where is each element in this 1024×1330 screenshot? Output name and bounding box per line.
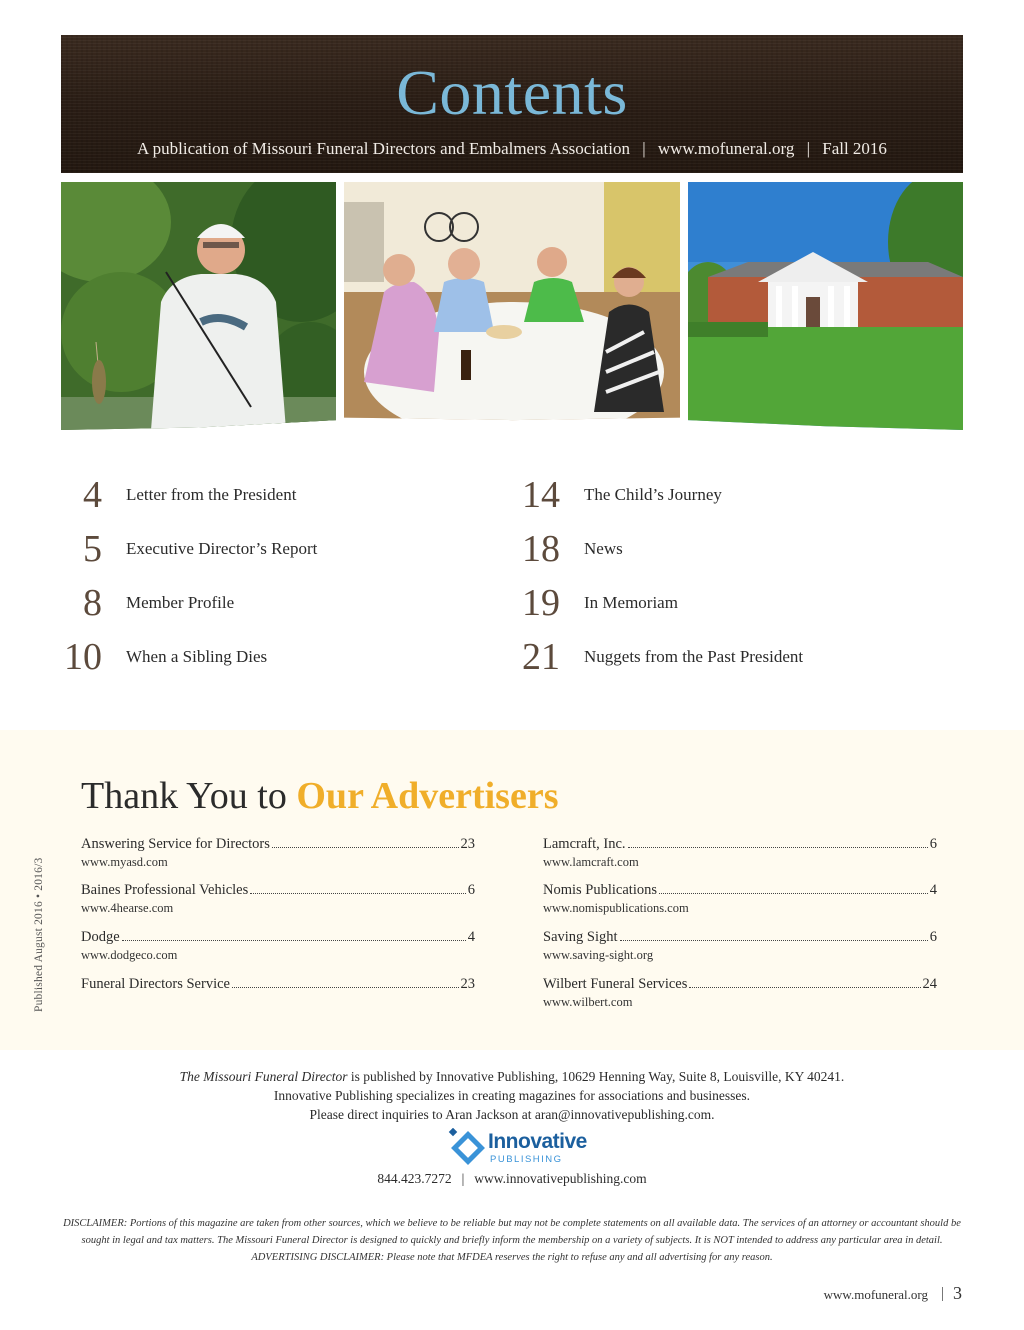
photo-fisherman bbox=[61, 182, 336, 430]
advertiser-entry bbox=[543, 836, 937, 870]
publisher-info bbox=[0, 1067, 1024, 1124]
toc-title: When a Sibling Dies bbox=[126, 647, 268, 666]
header-url: www.mofuneral.org bbox=[657, 139, 795, 158]
advertiser-url[interactable]: www.wilbert.com bbox=[543, 995, 633, 1009]
leader-dots bbox=[659, 893, 928, 894]
advertiser-url[interactable]: www.lamcraft.com bbox=[543, 855, 639, 869]
page-title: Contents bbox=[396, 57, 628, 128]
advertiser-page: 4 bbox=[929, 882, 937, 898]
advertiser-entry bbox=[81, 976, 475, 993]
publisher-description: Innovative Publishing specializes in creating magazines for associations and businesses. bbox=[273, 1088, 751, 1103]
advertiser-url[interactable]: www.dodgeco.com bbox=[81, 948, 178, 962]
toc-title: Letter from the President bbox=[126, 485, 297, 504]
toc-title: Executive Director’s Report bbox=[126, 539, 318, 558]
toc-title: News bbox=[584, 539, 623, 558]
publisher-address: is published by Innovative Publishing, 10629 Henning Way, Suite 8, Louisville, KY 40241. bbox=[347, 1069, 845, 1084]
leader-dots bbox=[689, 987, 920, 988]
advertiser-page: 6 bbox=[929, 929, 937, 945]
toc-page-number: 10 bbox=[64, 636, 102, 678]
toc-page-number: 8 bbox=[83, 582, 102, 624]
advertiser-url[interactable]: www.myasd.com bbox=[81, 855, 168, 869]
advertiser-name: Wilbert Funeral Services bbox=[543, 976, 688, 992]
leader-dots bbox=[620, 940, 928, 941]
phone-number: 844.423.7272 bbox=[377, 1171, 452, 1186]
toc-title: Nuggets from the Past President bbox=[584, 647, 804, 666]
advertiser-page: 24 bbox=[922, 976, 937, 992]
footer-divider bbox=[942, 1287, 943, 1301]
publisher-contact bbox=[0, 1171, 1024, 1187]
photo-funeral-home bbox=[688, 182, 963, 430]
toc-item[interactable] bbox=[61, 530, 481, 580]
logo-subtext: PUBLISHING bbox=[490, 1154, 563, 1165]
advertiser-entry bbox=[543, 929, 937, 963]
leader-dots bbox=[122, 940, 466, 941]
advertiser-page: 6 bbox=[929, 836, 937, 852]
publication-name: A publication of Missouri Funeral Directors and Embalmers Association bbox=[137, 139, 630, 158]
toc-item[interactable] bbox=[61, 584, 481, 634]
footer-url[interactable]: www.mofuneral.org bbox=[823, 1287, 928, 1302]
toc-item[interactable] bbox=[519, 584, 949, 634]
innovative-publishing-logo bbox=[448, 1128, 587, 1168]
toc-item[interactable] bbox=[61, 638, 481, 688]
advertiser-name: Saving Sight bbox=[543, 929, 618, 945]
toc-item[interactable] bbox=[61, 476, 481, 526]
advertiser-name: Funeral Directors Service bbox=[81, 976, 230, 992]
separator: | bbox=[642, 139, 646, 158]
banner-subtitle bbox=[61, 139, 963, 159]
publisher-website[interactable]: www.innovativepublishing.com bbox=[474, 1171, 647, 1186]
page-footer bbox=[824, 1283, 962, 1304]
advertiser-url[interactable]: www.4hearse.com bbox=[81, 901, 174, 915]
advertiser-entry bbox=[81, 836, 475, 870]
separator: | bbox=[461, 1171, 465, 1186]
publication-date-note: Published August 2016 • 2016/3 bbox=[33, 857, 45, 1012]
toc-page-number: 21 bbox=[522, 636, 560, 678]
toc-page-number: 19 bbox=[522, 582, 560, 624]
issue-label: Fall 2016 bbox=[822, 139, 887, 158]
toc-item[interactable] bbox=[519, 530, 949, 580]
advertiser-entry bbox=[543, 882, 937, 916]
advertiser-name: Nomis Publications bbox=[543, 882, 657, 898]
separator: | bbox=[806, 139, 810, 158]
advertiser-name: Dodge bbox=[81, 929, 120, 945]
advertiser-page: 23 bbox=[460, 836, 475, 852]
toc-page-number: 14 bbox=[522, 474, 560, 516]
header-banner bbox=[61, 35, 963, 173]
advertiser-page: 6 bbox=[467, 882, 475, 898]
cube-logo-icon bbox=[448, 1128, 488, 1168]
logo-wordmark: Innovative bbox=[488, 1130, 587, 1153]
advertiser-page: 4 bbox=[467, 929, 475, 945]
advertisers-heading-accent: Our Advertisers bbox=[296, 775, 559, 817]
advertiser-name: Baines Professional Vehicles bbox=[81, 882, 249, 898]
toc-title: Member Profile bbox=[126, 593, 235, 612]
page-number: 3 bbox=[953, 1283, 962, 1303]
advertiser-name: Answering Service for Directors bbox=[81, 836, 270, 852]
advertisers-heading bbox=[81, 774, 558, 818]
toc-title: In Memoriam bbox=[584, 593, 678, 612]
toc-item[interactable] bbox=[519, 638, 949, 688]
toc-page-number: 4 bbox=[83, 474, 102, 516]
leader-dots bbox=[628, 847, 928, 848]
advertiser-entry bbox=[81, 929, 475, 963]
leader-dots bbox=[272, 847, 459, 848]
advertiser-url[interactable]: www.saving-sight.org bbox=[543, 948, 654, 962]
publisher-inquiries: Please direct inquiries to Aran Jackson at aran@innovativepublishing.com. bbox=[309, 1107, 715, 1122]
advertiser-page: 23 bbox=[460, 976, 475, 992]
advertiser-entry bbox=[543, 976, 937, 1010]
advertiser-entry bbox=[81, 882, 475, 916]
disclaimer-text: DISCLAIMER: Portions of this magazine are taken from other sources, which we believe to be reliable but may not be complete statements on all available data. The services of an attorney or accountant should be sought in legal and tax matters. The Missouri Funeral Director is designed to quickly and briefly inform the membership on a variety of subjects. It is NOT intended to address any particular area in detail. ADVERTISING DISCLAIMER: Please note that MFDEA reserves the right to refuse any and all advertising for any reason. bbox=[63, 1218, 961, 1263]
toc-title: The Child’s Journey bbox=[584, 485, 722, 504]
photo-group-dinner bbox=[344, 182, 680, 430]
leader-dots bbox=[250, 893, 465, 894]
advertiser-url[interactable]: www.nomispublications.com bbox=[543, 901, 689, 915]
advertisers-heading-plain: Thank You to bbox=[81, 775, 297, 817]
toc-page-number: 18 bbox=[522, 528, 560, 570]
magazine-name: The Missouri Funeral Director bbox=[179, 1069, 348, 1084]
advertiser-name: Lamcraft, Inc. bbox=[543, 836, 626, 852]
leader-dots bbox=[232, 987, 459, 988]
toc-item[interactable] bbox=[519, 476, 949, 526]
toc-page-number: 5 bbox=[83, 528, 102, 570]
